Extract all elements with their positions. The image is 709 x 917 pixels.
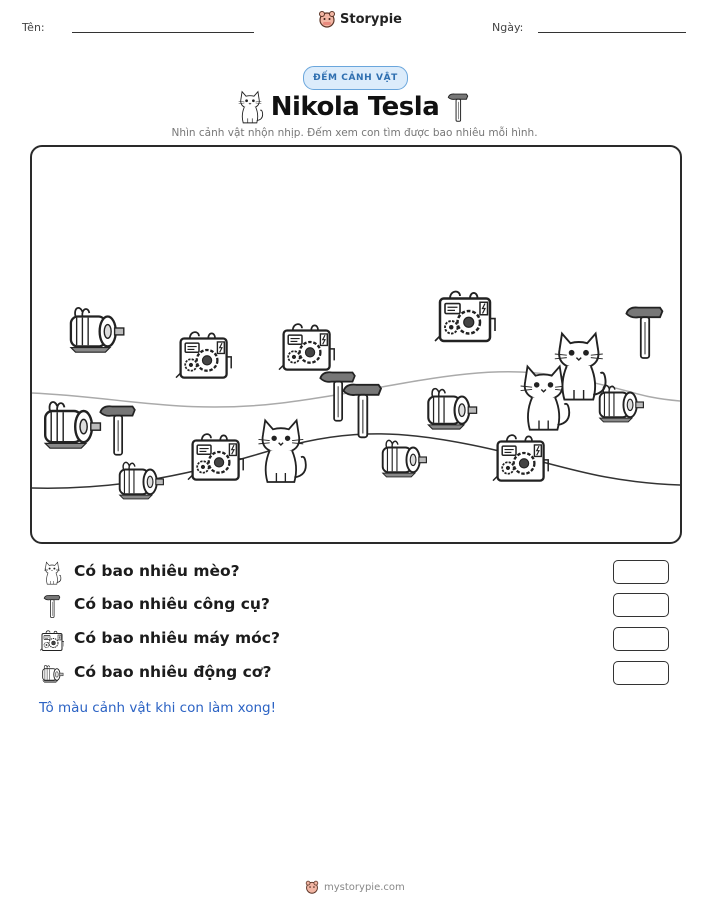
brand-logo [318,10,402,28]
answer-box[interactable] [613,661,669,685]
name-field[interactable] [72,32,254,33]
motor-icon [120,462,164,499]
question-row [38,593,674,619]
counting-scene [30,145,682,544]
date-field[interactable] [538,32,686,33]
machine-icon [176,332,231,377]
motor-icon [600,385,644,422]
question-text: Có bao nhiêu mèo? [74,562,240,580]
instructions: Nhìn cảnh vật nhộn nhịp. Đếm xem con tìm được bao nhiêu mỗi hình. [171,127,538,139]
hammer-icon [344,385,382,438]
date-label: Ngày: [492,21,524,34]
footer [305,880,405,894]
scene-illustration [32,147,680,542]
coloring-note: Tô màu cảnh vật khi con làm xong! [39,700,277,716]
question-text: Có bao nhiêu máy móc? [74,629,280,647]
motor-icon [383,440,427,477]
cat-icon [236,90,264,124]
motor-icon [71,308,124,352]
machine-icon [493,435,548,480]
motor-icon [428,389,476,429]
storypie-mascot-icon [305,880,319,894]
hammer-icon [626,307,662,358]
answer-box[interactable] [613,560,669,584]
page-title: Nikola Tesla [270,92,440,122]
storypie-mascot-icon [318,10,336,28]
motor-icon [45,402,100,448]
worksheet-badge: ĐẾM CẢNH VẬT [303,66,408,90]
question-row [38,560,674,586]
answer-box[interactable] [613,593,669,617]
cat-icon [555,334,606,400]
machine-icon [188,434,243,479]
machine-icon [279,324,334,369]
question-text: Có bao nhiêu công cụ? [74,595,270,613]
motor-icon [40,662,64,686]
cat-icon [521,366,570,429]
machine-icon [435,292,495,341]
hammer-icon [447,91,469,123]
cat-icon [40,561,64,585]
answer-box[interactable] [613,627,669,651]
footer-url: mystorypie.com [324,881,405,893]
hammer-icon [40,594,64,618]
brand-name: Storypie [340,11,402,27]
question-text: Có bao nhiêu động cơ? [74,663,272,681]
question-row [38,627,674,653]
machine-icon [40,628,64,652]
hammer-icon [100,406,135,454]
name-label: Tên: [22,21,45,34]
question-row [38,661,674,687]
